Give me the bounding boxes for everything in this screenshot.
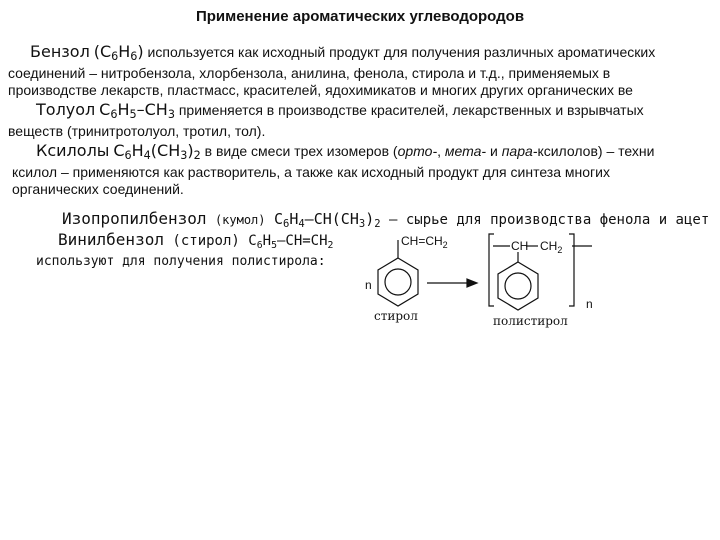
page-title: Применение ароматических углеводородов xyxy=(195,8,525,25)
monomer-benzene-ring xyxy=(378,258,418,306)
styrene-text-1: используют для получения полистирола: xyxy=(36,254,326,269)
xylenes-text-2: ксилол – применяются как растворитель, а также как исходный продукт для синтеза многих xyxy=(12,164,610,180)
benzene-text-3: производстве лекарств, пластмасс, красителей, ядохимикатов и многих других органических ве xyxy=(8,82,633,98)
polymer-ch-group: CH xyxy=(511,239,529,253)
polymer-aromatic-circle xyxy=(505,273,531,299)
xylenes-name: Ксилолы xyxy=(36,141,110,160)
toluene-formula: $C_6H_5-CH_3$ xyxy=(99,100,175,121)
reaction-arrow-head xyxy=(467,279,477,287)
toluene-name: Толуол xyxy=(36,100,96,119)
toluene-text-2: веществ (тринитротолуол, тротил, тол). xyxy=(8,123,266,139)
styrene-name: Винилбензол xyxy=(58,230,164,249)
polymer-degree: n xyxy=(586,297,593,311)
styrene-paren: (стирол) xyxy=(172,233,240,249)
monomer-vinyl-group: $CH=CH_2$ xyxy=(401,234,448,250)
cumene-text-1: – сырье для производства фенола и ацет xyxy=(388,212,710,228)
monomer-coefficient: n xyxy=(365,278,372,292)
monomer-label: стирол xyxy=(374,309,418,323)
benzene-text-2: соединений – нитробензола, хлорбензола, анилина, фенола, стирола и т.д., применяемых в xyxy=(8,65,611,81)
benzene-formula: $(C_6H_6)$ xyxy=(93,42,144,63)
toluene-text-1: применяется в производстве красителей, лекарственных и взрывчатых xyxy=(178,102,644,118)
xylenes-formula: $C_6H_4(CH_3)_2$ xyxy=(113,141,201,162)
polymer-label: полистирол xyxy=(493,314,568,328)
benzene-name: Бензол xyxy=(30,42,90,61)
polymer-bracket-right xyxy=(569,234,574,306)
monomer-aromatic-circle xyxy=(385,269,411,295)
cumene-name: Изопропилбензол xyxy=(62,209,207,228)
xylenes-text-3: органических соединений. xyxy=(12,181,184,197)
polymer-ch2-group: $CH_2$ xyxy=(540,239,563,255)
benzene-text-1: используется как исходный продукт для получения различных ароматических xyxy=(147,44,656,60)
polymer-bracket-left xyxy=(489,234,494,306)
xylenes-text-1: в виде смеси трех изомеров (орто-, мета- и пара-ксилолов) – техни xyxy=(204,143,655,159)
polymer-benzene-ring xyxy=(498,262,538,310)
cumene-paren: (кумол) xyxy=(214,213,266,227)
styrene-formula: $C_6H_5-CH=CH_2$ xyxy=(248,233,334,251)
cumene-formula: $C_6H_4-CH(CH_3)_2$ xyxy=(273,210,381,230)
